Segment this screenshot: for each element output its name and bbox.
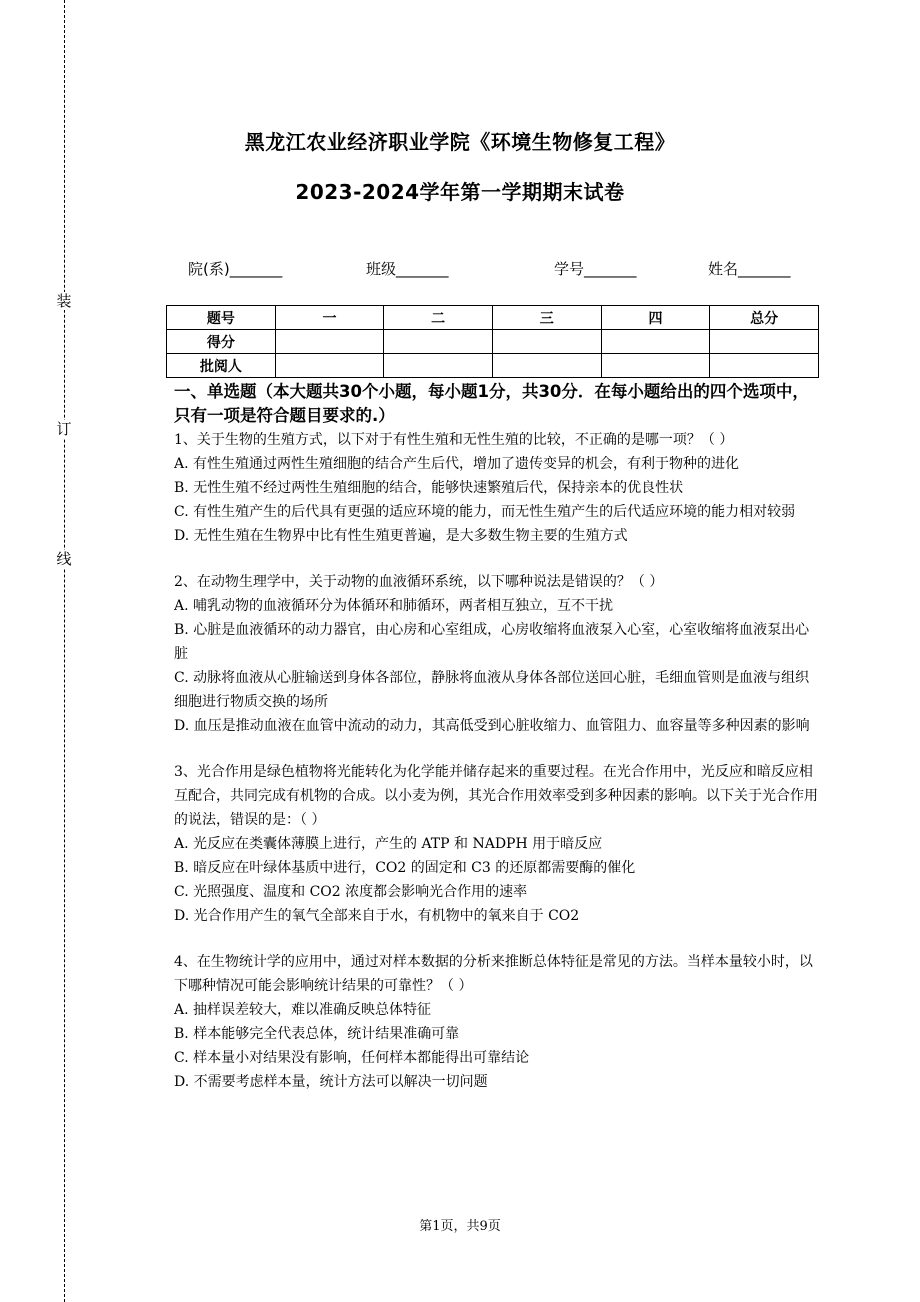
reviewer-cell <box>384 354 493 378</box>
reviewer-cell <box>601 354 710 378</box>
option-a: A. 抽样误差较大，难以准确反映总体特征 <box>174 1002 432 1018</box>
option-c: C. 样本量小对结果没有影响，任何样本都能得出可靠结论 <box>174 1050 530 1066</box>
section-heading: 一、单选题（本大题共30个小题，每小题1分，共30分．在每小题给出的四个选项中，只有一项是符合题目要求的.） <box>174 382 809 425</box>
binding-char-zhuang: 装 <box>56 292 72 310</box>
question-3 <box>174 760 822 928</box>
score-row-label: 得分 <box>167 330 276 354</box>
option-a: A. 有性生殖通过两性生殖细胞的结合产生后代，增加了遗传变异的机会，有利于物种的进化 <box>174 456 740 472</box>
question-stem: 2、在动物生理学中，关于动物的血液循环系统，以下哪种说法是错误的？（ ） <box>174 574 664 590</box>
score-header-cell: 二 <box>384 306 493 330</box>
question-4 <box>174 950 822 1094</box>
option-d: D. 血压是推动血液在血管中流动的动力，其高低受到心脏收缩力、血管阻力、血容量等多种因素的影响 <box>174 718 810 734</box>
score-cell <box>275 330 384 354</box>
score-header-cell: 题号 <box>167 306 276 330</box>
score-cell <box>710 330 819 354</box>
question-stem: 3、光合作用是绿色植物将光能转化为化学能并储存起来的重要过程。在光合作用中，光反应和暗反应相互配合，共同完成有机物的合成。以小麦为例，其光合作用效率受到多种因素的影响。以下关于光合作用的说法，错误的是：（ ） <box>174 764 818 828</box>
option-b: B. 无性生殖不经过两性生殖细胞的结合，能够快速繁殖后代，保持亲本的优良性状 <box>174 480 684 496</box>
option-d: D. 光合作用产生的氧气全部来自于水，有机物中的氧来自于 CO2 <box>174 908 580 924</box>
reviewer-row-label: 批阅人 <box>167 354 276 378</box>
reviewer-cell <box>492 354 601 378</box>
option-b: B. 样本能够完全代表总体，统计结果准确可靠 <box>174 1026 460 1042</box>
option-c: C. 光照强度、温度和 CO2 浓度都会影响光合作用的速率 <box>174 884 528 900</box>
option-b: B. 暗反应在叶绿体基质中进行，CO2 的固定和 C3 的还原都需要酶的催化 <box>174 860 636 876</box>
exam-content <box>174 380 822 1094</box>
score-table-row-reviewer <box>167 354 819 378</box>
score-header-cell: 四 <box>601 306 710 330</box>
binding-char-ding: 订 <box>56 420 72 438</box>
class-field: 班级_______ <box>366 260 449 278</box>
option-c: C. 动脉将血液从心脏输送到身体各部位，静脉将血液从身体各部位送回心脏，毛细血管则是血液与组织细胞进行物质交换的场所 <box>174 670 810 710</box>
option-d: D. 无性生殖在生物界中比有性生殖更普遍，是大多数生物主要的生殖方式 <box>174 528 628 544</box>
question-2 <box>174 570 822 738</box>
score-cell <box>384 330 493 354</box>
option-c: C. 有性生殖产生的后代具有更强的适应环境的能力，而无性生殖产生的后代适应环境的能力相对较弱 <box>174 504 796 520</box>
question-stem: 1、关于生物的生殖方式，以下对于有性生殖和无性生殖的比较，不正确的是哪一项？（ ） <box>174 432 734 448</box>
student-id-field: 学号_______ <box>554 260 637 278</box>
reviewer-cell <box>710 354 819 378</box>
option-a: A. 哺乳动物的血液循环分为体循环和肺循环，两者相互独立，互不干扰 <box>174 598 614 614</box>
dept-field: 院(系)_______ <box>188 260 283 278</box>
score-header-cell: 三 <box>492 306 601 330</box>
name-field: 姓名_______ <box>708 260 791 278</box>
page-number-footer: 第1页，共9页 <box>419 1219 501 1234</box>
reviewer-cell <box>275 354 384 378</box>
option-b: B. 心脏是血液循环的动力器官，由心房和心室组成，心房收缩将血液泵入心室，心室收缩将血液泵出心脏 <box>174 622 810 662</box>
score-table-row-score <box>167 330 819 354</box>
score-header-cell: 一 <box>275 306 384 330</box>
question-1 <box>174 428 822 548</box>
score-table <box>166 305 819 378</box>
score-header-cell: 总分 <box>710 306 819 330</box>
exam-title-line2: 2023-2024学年第一学期期末试卷 <box>295 180 625 204</box>
score-cell <box>601 330 710 354</box>
option-d: D. 不需要考虑样本量，统计方法可以解决一切问题 <box>174 1074 488 1090</box>
score-table-header-row <box>167 306 819 330</box>
option-a: A. 光反应在类囊体薄膜上进行，产生的 ATP 和 NADPH 用于暗反应 <box>174 836 603 852</box>
binding-char-xian: 线 <box>56 550 72 568</box>
question-stem: 4、在生物统计学的应用中，通过对样本数据的分析来推断总体特征是常见的方法。当样本量较小时，以下哪种情况可能会影响统计结果的可靠性？（ ） <box>174 954 813 994</box>
score-cell <box>492 330 601 354</box>
exam-title-line1: 黑龙江农业经济职业学院《环境生物修复工程》 <box>244 130 676 154</box>
